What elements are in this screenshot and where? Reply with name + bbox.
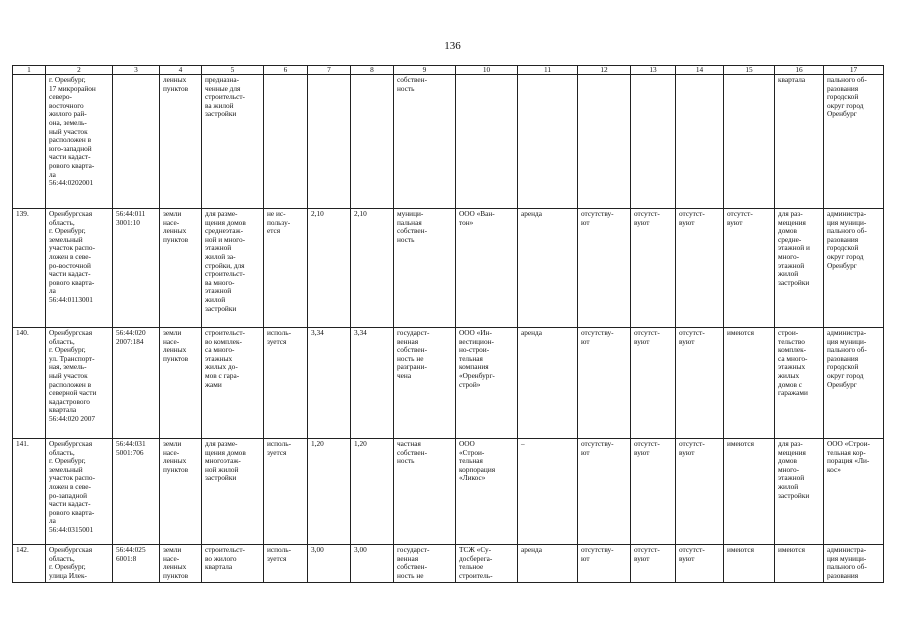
- table-cell: [518, 75, 578, 209]
- table-cell: отсутству- ют: [578, 545, 631, 583]
- table-cell: отсутству- ют: [578, 439, 631, 545]
- table-cell: строительст- во комплек- са много- этажных жилых до- мов с гара- жами: [202, 328, 264, 439]
- table-cell: [308, 75, 351, 209]
- table-cell: отсутст- вуют: [676, 328, 724, 439]
- table-cell: строительст- во жилого квартала: [202, 545, 264, 583]
- column-number: 3: [113, 66, 160, 75]
- table-cell: частная собствен- ность: [394, 439, 456, 545]
- table-cell: 2,10: [351, 209, 394, 328]
- table-cell: квартала: [775, 75, 824, 209]
- row-number-cell: 139.: [13, 209, 46, 328]
- column-number-row: [13, 66, 884, 75]
- table-cell: земли насе- ленных пунктов: [160, 328, 202, 439]
- table-cell: государст- венная собствен- ность не разграни- чена: [394, 328, 456, 439]
- table-cell: строи- тельство комплек- са много- этажных жилых домов с гаражами: [775, 328, 824, 439]
- table-cell: имеются: [724, 439, 775, 545]
- table-cell: отсутству- ют: [578, 328, 631, 439]
- table-row: [13, 75, 884, 209]
- column-number: 9: [394, 66, 456, 75]
- table-cell: не ис- пользу- ется: [264, 209, 308, 328]
- table-cell: 3,34: [308, 328, 351, 439]
- table-cell: администра- ция муници- пального об- разования городской округ город Оренбург: [824, 328, 884, 439]
- table-cell: [724, 75, 775, 209]
- table-cell: 56:44:025 6001:8: [113, 545, 160, 583]
- table-cell: земли насе- ленных пунктов: [160, 545, 202, 583]
- table-cell: 56:44:011 3001:10: [113, 209, 160, 328]
- table-cell: отсутст- вуют: [631, 209, 676, 328]
- table-cell: Оренбургская область, г. Оренбург, земельный участок распо- ложен в севе- ро-восточной части кадаст- рового кварта- ла 56:44:0113001: [46, 209, 113, 328]
- table-cell: ООО «Ван- тон»: [456, 209, 518, 328]
- table-row: [13, 439, 884, 545]
- row-number-cell: 140.: [13, 328, 46, 439]
- table-cell: отсутст- вуют: [631, 545, 676, 583]
- table-cell: ООО «Ин- вестицион- но-строи- тельная компания «Оренбург- строй»: [456, 328, 518, 439]
- table-row: [13, 209, 884, 328]
- table-cell: для разме- щения домов многоэтаж- ной жилой застройки: [202, 439, 264, 545]
- table-cell: имеются: [724, 328, 775, 439]
- table-cell: для разме- щения домов среднеэтаж- ной и много- этажной жилой за- стройки, для строительст- ва много- этажной жилой застройки: [202, 209, 264, 328]
- table-cell: предназна- ченные для строительст- ва жилой застройки: [202, 75, 264, 209]
- table-cell: [351, 75, 394, 209]
- table-cell: [113, 75, 160, 209]
- table-row: [13, 328, 884, 439]
- table-cell: 3,00: [351, 545, 394, 583]
- table-cell: [456, 75, 518, 209]
- table-cell: отсутст- вуют: [676, 209, 724, 328]
- row-number-cell: 142.: [13, 545, 46, 583]
- column-number: 14: [676, 66, 724, 75]
- table-cell: муници- пальная собствен- ность: [394, 209, 456, 328]
- table-cell: земли насе- ленных пунктов: [160, 209, 202, 328]
- table-cell: ООО «Строи- тельная кор- порация «Ли- кос»: [824, 439, 884, 545]
- column-number: 13: [631, 66, 676, 75]
- column-number: 1: [13, 66, 46, 75]
- table-cell: г. Оренбург, 17 микрорайон северо- восточного жилого рай- она, земель- ный участок расположен в юго-западной части кадаст- рового кварта- ла 56:44:0202001: [46, 75, 113, 209]
- table-cell: отсутст- вуют: [676, 439, 724, 545]
- table-cell: отсутст- вуют: [631, 328, 676, 439]
- column-number: 12: [578, 66, 631, 75]
- table-cell: [631, 75, 676, 209]
- table-cell: ООО «Строи- тельная корпорация «Ликос»: [456, 439, 518, 545]
- table-cell: имеются: [724, 545, 775, 583]
- row-number-cell: [13, 75, 46, 209]
- table-cell: ТСЖ «Су- досберега- тельное строитель-: [456, 545, 518, 583]
- table-cell: Оренбургская область, г. Оренбург, земельный участок распо- ложен в севе- ро-западной части кадаст- рового кварта- ла 56:44:0315001: [46, 439, 113, 545]
- table-cell: Оренбургская область, г. Оренбург, ул. Транспорт- ная, земель- ный участок расположен в северной части кадастрового квартала 56:44:020 2007: [46, 328, 113, 439]
- table-cell: отсутст- вуют: [676, 545, 724, 583]
- table-cell: земли насе- ленных пунктов: [160, 439, 202, 545]
- table-cell: [676, 75, 724, 209]
- column-number: 7: [308, 66, 351, 75]
- table-cell: пального об- разования городской округ город Оренбург: [824, 75, 884, 209]
- table-cell: [264, 75, 308, 209]
- column-number: 8: [351, 66, 394, 75]
- table-cell: аренда: [518, 545, 578, 583]
- table-cell: 56:44:031 5001:706: [113, 439, 160, 545]
- table-cell: государст- венная собствен- ность не: [394, 545, 456, 583]
- table-cell: 1,20: [351, 439, 394, 545]
- table-cell: администра- ция муници- пального об- разования городской округ город Оренбург: [824, 209, 884, 328]
- table-cell: 2,10: [308, 209, 351, 328]
- page-number: 136: [444, 40, 461, 52]
- table-cell: для раз- мещения домов средне- этажной и много- этажной жилой застройки: [775, 209, 824, 328]
- column-number: 5: [202, 66, 264, 75]
- land-plots-table: [12, 65, 884, 583]
- table-cell: для раз- мещения домов много- этажной жилой застройки: [775, 439, 824, 545]
- row-number-cell: 141.: [13, 439, 46, 545]
- column-number: 17: [824, 66, 884, 75]
- table-cell: исполь- зуется: [264, 545, 308, 583]
- table-cell: аренда: [518, 328, 578, 439]
- table-cell: 56:44:020 2007:184: [113, 328, 160, 439]
- column-number: 16: [775, 66, 824, 75]
- column-number: 2: [46, 66, 113, 75]
- column-number: 6: [264, 66, 308, 75]
- table-cell: –: [518, 439, 578, 545]
- table-cell: исполь- зуется: [264, 328, 308, 439]
- column-number: 4: [160, 66, 202, 75]
- table-cell: администра- ция муници- пального об- разования: [824, 545, 884, 583]
- column-number: 15: [724, 66, 775, 75]
- table-cell: отсутству- ют: [578, 209, 631, 328]
- table-cell: 1,20: [308, 439, 351, 545]
- table-cell: 3,00: [308, 545, 351, 583]
- table-cell: отсутст- вуют: [631, 439, 676, 545]
- table-row: [13, 545, 884, 583]
- table-cell: Оренбургская область, г. Оренбург, улица Илек-: [46, 545, 113, 583]
- table-cell: [578, 75, 631, 209]
- table-cell: 3,34: [351, 328, 394, 439]
- table-cell: исполь- зуется: [264, 439, 308, 545]
- column-number: 11: [518, 66, 578, 75]
- table-cell: ленных пунктов: [160, 75, 202, 209]
- table-cell: отсутст- вуют: [724, 209, 775, 328]
- table-cell: имеются: [775, 545, 824, 583]
- column-number: 10: [456, 66, 518, 75]
- table-cell: аренда: [518, 209, 578, 328]
- table-cell: собствен- ность: [394, 75, 456, 209]
